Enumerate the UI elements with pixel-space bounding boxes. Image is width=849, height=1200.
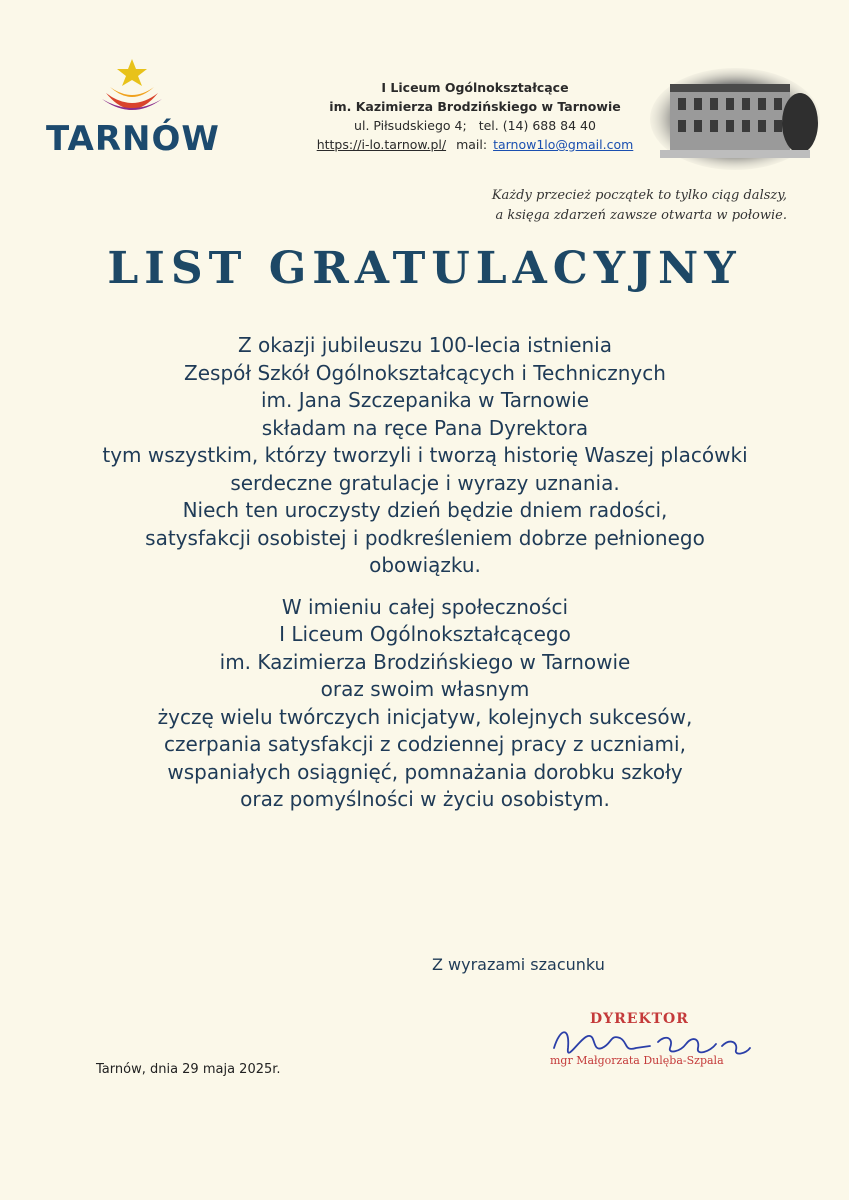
body-line: czerpania satysfakcji z codziennej pracy z uczniami, [164,732,686,756]
body-line: wspaniałych osiągnięć, pomnażania dorobku szkoły [167,759,683,784]
body-line: im. Jana Szczepanika w Tarnowie [260,388,590,412]
body-line: tym wszystkim, którzy tworzyli i tworzą historię Waszej placówki [102,443,748,467]
body-line: Zespół Szkół Ogólnokształcących i Technicznych [184,360,666,385]
body-line: I Liceum Ogólnokształcącego [279,622,571,646]
body-line: im. Kazimierza Brodzińskiego w Tarnowie [219,649,631,674]
letter-body [40,332,810,814]
stamp-role: DYREKTOR [590,1011,689,1027]
letter-date: Tarnów, dnia 29 maja 2025r. [96,1062,281,1077]
phone: tel. (14) 688 84 40 [478,118,596,133]
web-line [290,135,660,154]
body-line: oraz swoim własnym [320,677,530,701]
school-name-line2: im. Kazimierza Brodzińskiego w Tarnowie [329,99,621,114]
tarnow-logo [40,55,230,165]
motto-line2: a księga zdarzeń zawsze otwarta w połowie. [495,208,787,223]
closing-phrase: Z wyrazami szacunku [432,955,605,974]
body-line: satysfakcji osobistej i podkreśleniem dobrze pełnionego [145,525,705,550]
school-name-line1: I Liceum Ogólnokształcące [381,80,569,95]
motto-line1: Każdy przecież początek to tylko ciąg dalszy, [491,188,787,203]
logo-text: TARNÓW [46,119,220,159]
letter-title: LIST GRATULACYJNY [107,243,742,294]
body-line: serdeczne gratulacje i wyrazy uznania. [230,470,620,495]
email-link[interactable]: tarnow1lo@gmail.com [493,137,634,152]
body-line: W imieniu całej społeczności [281,594,569,619]
address: ul. Piłsudskiego 4; [354,118,467,133]
stamp-name: mgr Małgorzata Dulęba-Szpala [550,1054,724,1067]
mail-label: mail: [456,137,488,152]
school-building-image [650,68,820,170]
body-line: życzę wielu twórczych inicjatyw, kolejnych sukcesów, [157,704,693,729]
body-line: oraz pomyślności w życiu osobistym. [240,787,610,811]
body-line: Niech ten uroczysty dzień będzie dniem radości, [182,498,668,522]
body-line: Z okazji jubileuszu 100-lecia istnienia [238,333,612,357]
website-link[interactable]: https://i-lo.tarnow.pl/ [316,137,447,152]
body-line: składam na ręce Pana Dyrektora [261,415,589,440]
sun-star-icon [40,55,230,125]
address-line [290,116,660,135]
motto [367,186,787,226]
school-header [290,78,660,154]
body-line: obowiązku. [369,553,481,577]
